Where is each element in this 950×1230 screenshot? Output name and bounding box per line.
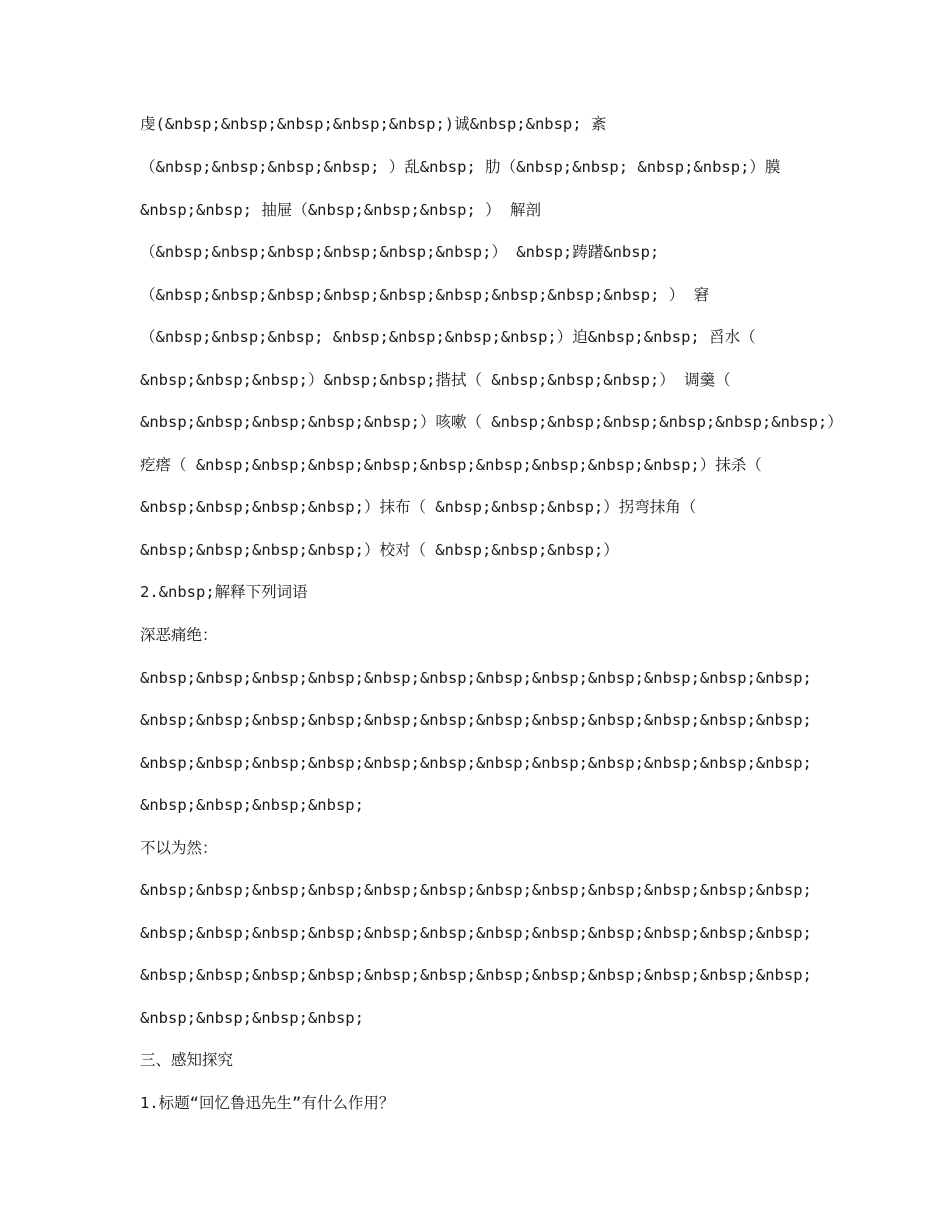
text-line: （&nbsp;&nbsp;&nbsp;&nbsp;&nbsp;&nbsp;） &nbsp;踌躇&nbsp; — [140, 243, 660, 261]
text-line: &nbsp;&nbsp;&nbsp;）&nbsp;&nbsp;揩拭（ &nbsp;&nbsp;&nbsp;） 调羹（ — [140, 371, 731, 389]
text-line: &nbsp;&nbsp; 抽屉（&nbsp;&nbsp;&nbsp; ） 解剖 — [140, 201, 541, 219]
blank-line: &nbsp;&nbsp;&nbsp;&nbsp;&nbsp;&nbsp;&nbsp;&nbsp;&nbsp;&nbsp;&nbsp;&nbsp; — [140, 669, 812, 687]
blank-line: &nbsp;&nbsp;&nbsp;&nbsp;&nbsp;&nbsp;&nbsp;&nbsp;&nbsp;&nbsp;&nbsp;&nbsp; — [140, 711, 812, 729]
text-line: &nbsp;&nbsp;&nbsp;&nbsp;&nbsp;）咳嗽（ &nbsp;&nbsp;&nbsp;&nbsp;&nbsp;&nbsp;） — [140, 413, 843, 431]
blank-line: &nbsp;&nbsp;&nbsp;&nbsp; — [140, 1009, 364, 1027]
blank-line: &nbsp;&nbsp;&nbsp;&nbsp; — [140, 796, 364, 814]
text-line: （&nbsp;&nbsp;&nbsp;&nbsp;&nbsp;&nbsp;&nbsp;&nbsp;&nbsp; ） 窘 — [140, 286, 710, 304]
text-line: 疙瘩（ &nbsp;&nbsp;&nbsp;&nbsp;&nbsp;&nbsp;&nbsp;&nbsp;&nbsp;）抹杀（ — [140, 456, 762, 474]
text-line: &nbsp;&nbsp;&nbsp;&nbsp;）校对（ &nbsp;&nbsp;&nbsp;） — [140, 541, 619, 559]
section-heading: 三、感知探究 — [140, 1051, 234, 1069]
term-label: 深恶痛绝： — [140, 626, 218, 644]
question: 1.标题“回忆鲁迅先生”有什么作用？ — [140, 1094, 395, 1112]
term-label: 不以为然： — [140, 839, 218, 857]
blank-line: &nbsp;&nbsp;&nbsp;&nbsp;&nbsp;&nbsp;&nbsp;&nbsp;&nbsp;&nbsp;&nbsp;&nbsp; — [140, 966, 812, 984]
blank-line: &nbsp;&nbsp;&nbsp;&nbsp;&nbsp;&nbsp;&nbsp;&nbsp;&nbsp;&nbsp;&nbsp;&nbsp; — [140, 881, 812, 899]
section-heading: 2.&nbsp;解释下列词语 — [140, 583, 308, 601]
text-line: &nbsp;&nbsp;&nbsp;&nbsp;）抹布（ &nbsp;&nbsp;&nbsp;）拐弯抹角（ — [140, 498, 697, 516]
text-line: （&nbsp;&nbsp;&nbsp;&nbsp; ）乱&nbsp; 肋（&nbsp;&nbsp; &nbsp;&nbsp;）膜 — [140, 158, 781, 176]
blank-line: &nbsp;&nbsp;&nbsp;&nbsp;&nbsp;&nbsp;&nbsp;&nbsp;&nbsp;&nbsp;&nbsp;&nbsp; — [140, 754, 812, 772]
text-line: 虔(&nbsp;&nbsp;&nbsp;&nbsp;&nbsp;)诚&nbsp;&nbsp; 紊 — [140, 115, 607, 133]
blank-line: &nbsp;&nbsp;&nbsp;&nbsp;&nbsp;&nbsp;&nbsp;&nbsp;&nbsp;&nbsp;&nbsp;&nbsp; — [140, 924, 812, 942]
text-line: （&nbsp;&nbsp;&nbsp; &nbsp;&nbsp;&nbsp;&nbsp;）迫&nbsp;&nbsp; 舀水（ — [140, 328, 756, 346]
